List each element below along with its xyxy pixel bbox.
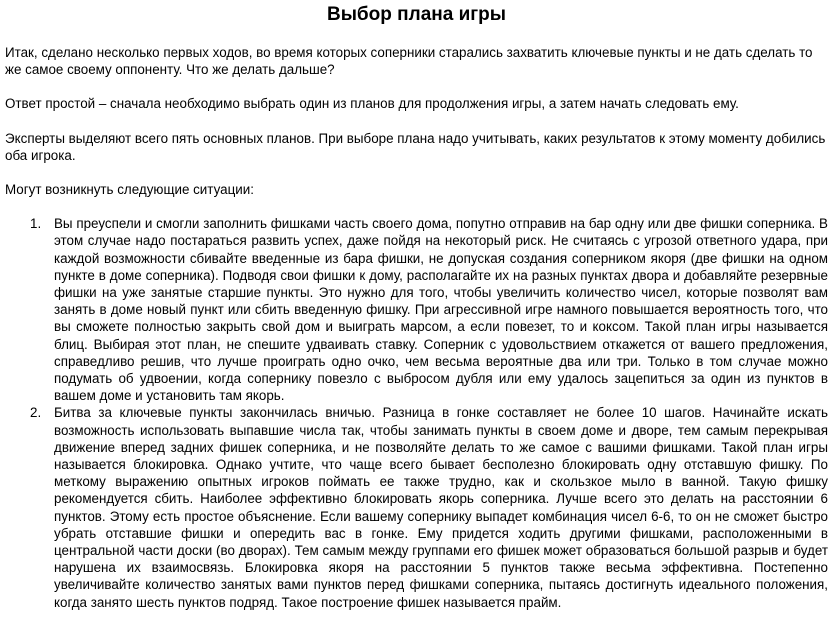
intro-paragraph: Итак, сделано несколько первых ходов, во время которых соперники старались захватить ключевые пункты и не дать сделать то же самое своему оппоненту. Что же делать дальше? xyxy=(5,45,813,78)
paragraph-spacer xyxy=(5,78,828,95)
situations-paragraph: Могут возникнуть следующие ситуации: xyxy=(5,182,254,198)
paragraph-spacer xyxy=(5,113,828,130)
answer-paragraph: Ответ простой – сначала необходимо выбрать один из планов для продолжения игры, а затем начать следовать ему. xyxy=(5,96,739,112)
list-item xyxy=(30,215,828,404)
list-item-number: 2. xyxy=(30,405,42,421)
paragraph-spacer xyxy=(5,164,828,181)
experts-paragraph: Эксперты выделяют всего пять основных планов. При выборе плана надо учитывать, каких результатов к этому моменту добились оба игрока. xyxy=(5,130,826,163)
list-item-number: 1. xyxy=(30,216,42,232)
list-item-text: Вы преуспели и смогли заполнить фишками часть своего дома, попутно отправив на бар одну или две фишки соперника. В этом случае надо постараться развить успех, даже пойдя на некоторый риск. Не считаясь с угрозой ответного удара, при каждой возможности сбивайте введенные из бара фишки, не допуская создания соперником якоря (две фишки на одном пункте в доме соперника). Подводя свои фишки к дому, располагайте их на разных пунктах двора и добавляйте резервные фишки на уже занятые старшие пункты. Это нужно для того, чтобы увеличить количество чисел, которые позволят вам занять в доме новый пункт или сбить введенную фишку. При агрессивной игре намного повышается вероятность того, что вы сможете полностью закрыть свой дом и выиграть марсом, а если повезет, то и коксом. Такой план игры называется блиц. Выбирая этот план, не спешите удваивать ставку. Соперник с удовольствием откажется от вашего предложения, справедливо решив, что лучше проиграть одно очко, чем весьма вероятные два или три. Только в том случае можно подумать об удвоении, когда сопернику повезло с выбросом дубля или ему удалось зацепиться за один из пунктов в вашем доме и установить там якорь. xyxy=(54,216,828,404)
list-item-text: Битва за ключевые пункты закончилась вничью. Разница в гонке составляет не более 10 шагов. Начинайте искать возможность использовать выпавшие числа так, чтобы занимать пункты в своем доме и дворе, тем самым перекрывая движение вперед задних фишек соперника, и не позволяйте делать то же самое с вашими фишками. Такой план игры называется блокировка. Однако учтите, что чаще всего бывает бесполезно блокировать одну отставшую фишку. По меткому выражению опытных игроков поймать ее также трудно, как и скользкое мыло в ванной. Такую фишку рекомендуется сбить. Наиболее эффективно блокировать якорь соперника. Лучше всего это делать на расстоянии 6 пунктов. Этому есть простое объяснение. Если вашему сопернику выпадет комбинация чисел 6-6, то он не сможет быстро убрать отставшие фишки и опередить вас в гонке. Ему придется ходить другими фишками, расположенными в центральной части доски (во дворах). Тем самым между группами его фишек может образоваться большой разрыв и будет нарушена их взаимосвязь. Блокировка якоря на расстоянии 5 пунктов также весьма эффективна. Постепенно увеличивайте количество занятых вами пунктов перед фишками соперника, пытаясь достигнуть идеального положения, когда занято шесть пунктов подряд. Такое построение фишек называется прайм. xyxy=(54,405,828,610)
list-spacer xyxy=(5,198,828,215)
document-title: Выбор плана игры xyxy=(326,4,507,25)
plans-list xyxy=(5,215,828,611)
list-item xyxy=(30,404,828,610)
